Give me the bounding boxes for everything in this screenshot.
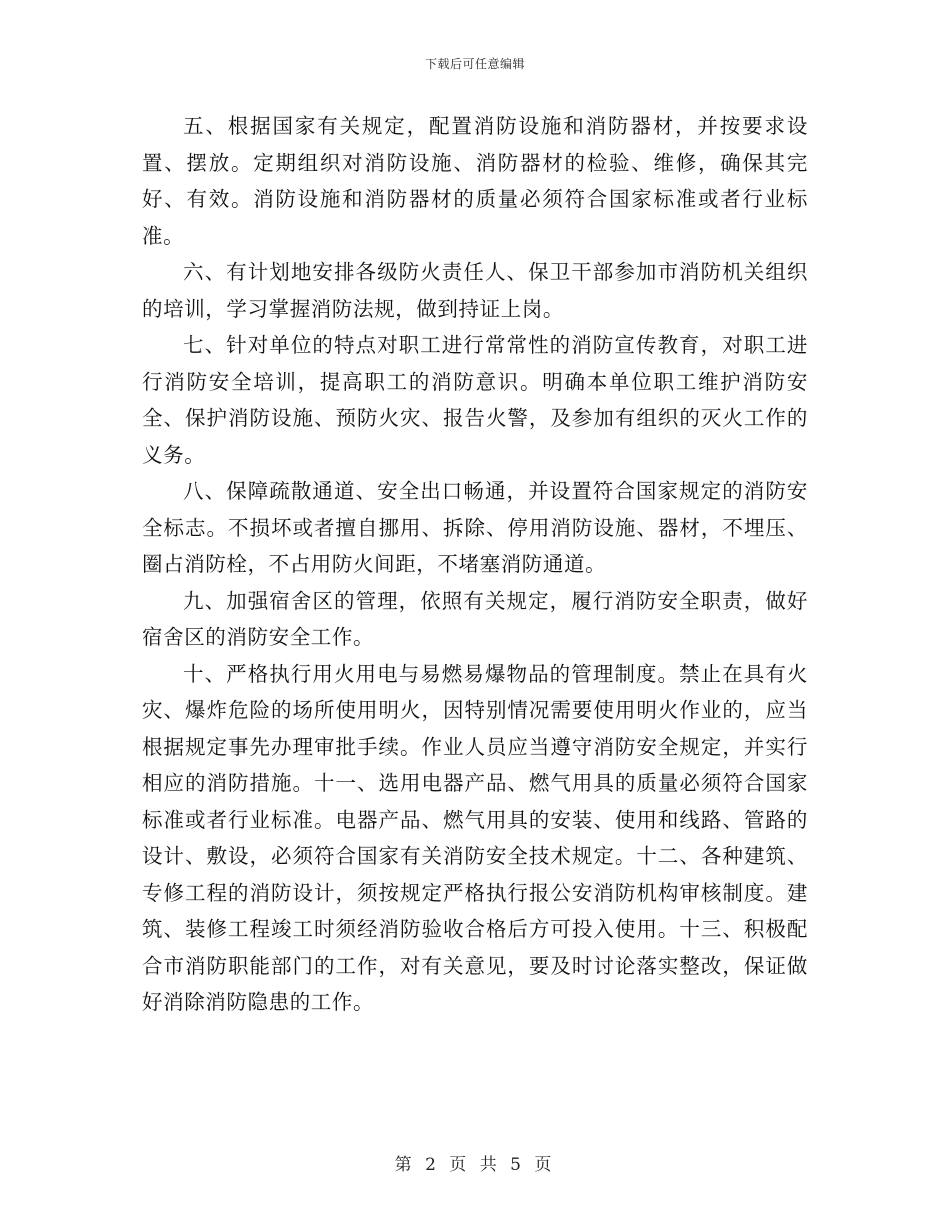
page-number: 第 2 页 共 5 页 [394,1155,556,1175]
paragraph-10: 十、严格执行用火用电与易燃易爆物品的管理制度。禁止在具有火灾、爆炸危险的场所使用明火，因特别情况需要使用明火作业的，应当根据规定事先办理审批手续。作业人员应当遵守消防安全规定，并实行相应的消防措施。十一、选用电器产品、燃气用具的质量必须符合国家标准或者行业标准。电器产品、燃气用具的安装、使用和线路、管路的设计、敷设，必须符合国家有关消防安全技术规定。十二、各种建筑、专修工程的消防设计，须按规定严格执行报公安消防机构审核制度。建筑、装修工程竣工时须经消防验收合格后方可投入使用。十三、积极配合市消防职能部门的工作，对有关意见，要及时讨论落实整改，保证做好消除消防隐患的工作。 [142,661,808,1014]
page-header: 下载后可任意编辑 [424,57,525,71]
paragraph-9: 九、加强宿舍区的管理，依照有关规定，履行消防安全职责，做好宿舍区的消防安全工作。 [142,588,808,649]
paragraph-6: 六、有计划地安排各级防火责任人、保卫干部参加市消防机关组织的培训，学习掌握消防法规，做到持证上岗。 [142,260,808,321]
document-body [142,108,808,1021]
paragraph-5: 五、根据国家有关规定，配置消防设施和消防器材，并按要求设置、摆放。定期组织对消防设施、消防器材的检验、维修，确保其完好、有效。消防设施和消防器材的质量必须符合国家标准或者行业标准。 [142,114,808,248]
paragraph-7: 七、针对单位的特点对职工进行常常性的消防宣传教育，对职工进行消防安全培训，提高职工的消防意识。明确本单位职工维护消防安全、保护消防设施、预防火灾、报告火警，及参加有组织的灭火工作的义务。 [142,333,808,467]
paragraph-8: 八、保障疏散通道、安全出口畅通，并设置符合国家规定的消防安全标志。不损坏或者擅自挪用、拆除、停用消防设施、器材，不埋压、圈占消防栓，不占用防火间距，不堵塞消防通道。 [142,479,808,576]
